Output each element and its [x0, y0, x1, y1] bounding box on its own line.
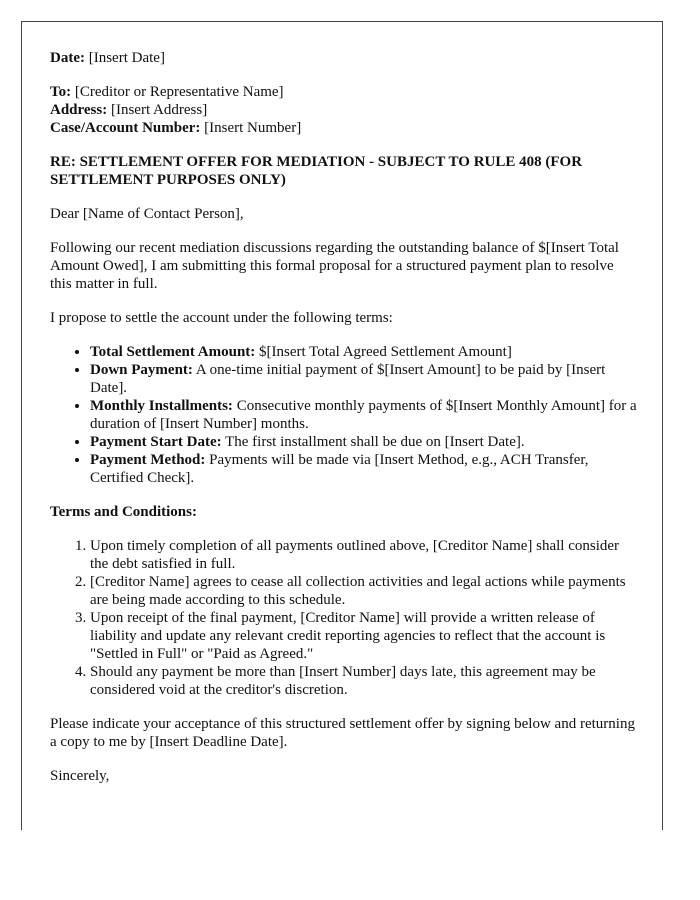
to-label: To: [50, 84, 72, 100]
conditions-list [50, 537, 638, 699]
letter-body [50, 49, 638, 785]
case-label: Case/Account Number: [50, 120, 201, 136]
term-item [90, 343, 638, 361]
condition-item: 2. [Creditor Name] agrees to cease all collection activities and legal actions while payments are being made according to this schedule. [90, 573, 638, 609]
term-label: Payment Start Date: [90, 434, 222, 450]
term-label: Total Settlement Amount: [90, 344, 256, 360]
term-label: Monthly Installments: [90, 398, 233, 414]
date-line [50, 49, 638, 67]
condition-item: 4. Should any payment be more than [Insert Number] days late, this agreement may be considered void at the creditor's discretion. [90, 663, 638, 699]
term-item [90, 397, 638, 433]
condition-item: 1. Upon timely completion of all payments outlined above, [Creditor Name] shall consider the debt satisfied in full. [90, 537, 638, 573]
date-value: [Insert Date] [88, 50, 165, 66]
case-value: [Insert Number] [204, 120, 302, 136]
to-line [50, 83, 638, 101]
address-value: [Insert Address] [110, 102, 208, 118]
terms-list [50, 343, 638, 487]
conditions-heading-text: Terms and Conditions: [50, 504, 197, 520]
address-label: Address: [50, 102, 108, 118]
closing: Sincerely, [50, 768, 110, 784]
term-item [90, 433, 638, 451]
closing-request: Please indicate your acceptance of this structured settlement offer by signing below and returning a copy to me by [Insert Deadline Date]. [50, 716, 635, 750]
recipient-block [50, 83, 638, 137]
term-text: $[Insert Total Agreed Settlement Amount] [259, 344, 512, 360]
term-label: Down Payment: [90, 362, 193, 378]
condition-item: 3. Upon receipt of the final payment, [Creditor Name] will provide a written release of liability and update any relevant credit reporting agencies to reflect that the account is "Settled in Full" or "Paid as Agreed." [90, 609, 638, 663]
term-item [90, 361, 638, 397]
subject-line [50, 153, 638, 189]
date-label: Date: [50, 50, 85, 66]
conditions-heading [50, 503, 638, 521]
salutation: Dear [Name of Contact Person], [50, 206, 244, 222]
term-text: Payments will be made via [Insert Method, e.g., ACH Transfer, Certified Check]. [90, 452, 589, 486]
case-line [50, 119, 638, 137]
term-text: A one-time initial payment of $[Insert Amount] to be paid by [Insert Date]. [90, 362, 606, 396]
term-text: Consecutive monthly payments of $[Insert Monthly Amount] for a duration of [Insert Number] months. [90, 398, 637, 432]
subject-text: RE: SETTLEMENT OFFER FOR MEDIATION - SUBJECT TO RULE 408 (FOR SETTLEMENT PURPOSES ONLY) [50, 154, 583, 188]
address-line [50, 101, 638, 119]
term-text: The first installment shall be due on [Insert Date]. [225, 434, 525, 450]
terms-intro: I propose to settle the account under the following terms: [50, 310, 393, 326]
term-item [90, 451, 638, 487]
term-label: Payment Method: [90, 452, 206, 468]
intro-paragraph: Following our recent mediation discussions regarding the outstanding balance of $[Insert Total Amount Owed], I am submitting this formal proposal for a structured payment plan to resolve this matter in full. [50, 240, 619, 292]
to-value: [Creditor or Representative Name] [74, 84, 284, 100]
letter-page [21, 21, 663, 830]
